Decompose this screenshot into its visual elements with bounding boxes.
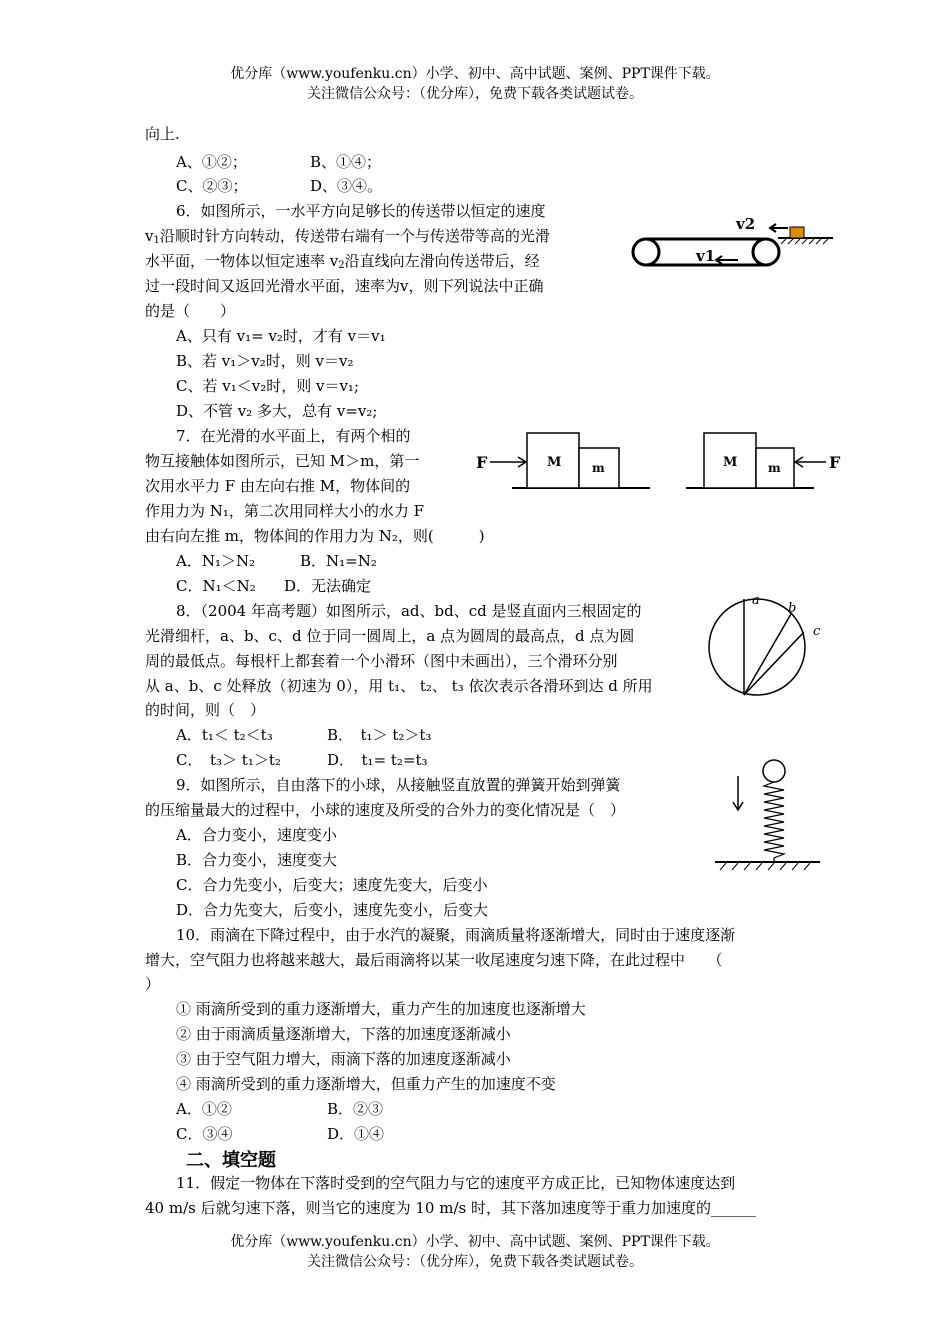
q9-line-1: 9．如图所示，自由落下的小球，从接触竖直放置的弹簧开始到弹簧 [176, 776, 621, 794]
q8-option-a: A．t₁＜ t₂＜t₃ [176, 726, 273, 744]
q7-line-2: 物互接触体如图所示，已知 M＞m，第一 [145, 452, 420, 470]
q5-tail: 向上. [145, 125, 180, 143]
q6-line-5: 的是（ ） [145, 302, 236, 320]
q6-option-a: A、只有 v₁= v₂时，才有 v＝v₁ [176, 327, 386, 345]
q8-line-3: 周的最低点。每根杆上都套着一个小滑环（图中未画出），三个滑环分别 [145, 652, 618, 670]
q8-option-d: D． t₁= t₂=t₃ [327, 751, 428, 769]
q6-line-3: 水平面，一物体以恒定速率 $v_2$沿直线向左滑向传送带后，经 [145, 252, 540, 271]
q5-option-b: B、①④； [310, 153, 382, 171]
q9-option-c: C．合力先变小，后变大；速度先变大，后变小 [176, 876, 488, 894]
block-m-label: m [592, 461, 605, 475]
q7-option-c: C．N₁＜N₂ [176, 577, 256, 595]
footer-line-2: 关注微信公众号：（优分库），免费下载各类试题试卷。 [307, 1254, 643, 1270]
q10-statement-3: ③ 由于空气阻力增大，雨滴下落的加速度逐渐减小 [176, 1050, 511, 1068]
q7-line-1: 7．在光滑的水平面上，有两个相的 [176, 427, 411, 445]
blocks-push-left-figure [472, 428, 652, 493]
point-b-label: b [788, 601, 797, 616]
sliding-block [790, 227, 804, 238]
force-F-label: F [829, 453, 841, 472]
q5-option-a: A、①②； [176, 153, 247, 171]
q10-statement-2: ② 由于雨滴质量逐渐增大，下落的加速度逐渐减小 [176, 1025, 511, 1043]
circle-rods-figure [700, 592, 830, 702]
spring [764, 782, 784, 862]
v2-arrow-icon [770, 224, 788, 232]
q10-option-b: B．②③ [327, 1100, 384, 1118]
q9-option-a: A．合力变小，速度变小 [176, 826, 337, 844]
conveyor-belt-figure [628, 208, 838, 278]
q8-line-2: 光滑细杆，a、b、c、d 位于同一圆周上，a 点为圆周的最高点，d 点为圆 [145, 627, 635, 645]
q6-option-c: C、若 v₁＜v₂时，则 v＝v₁; [176, 377, 360, 395]
footer-line-1: 优分库（www.youfenku.cn）小学、初中、高中试题、案例、PPT课件下载。 [230, 1234, 720, 1250]
q8-line-4: 从 a、b、c 处释放（初速为 0），用 t₁、 t₂、 t₃ 依次表示各滑环到达 d 所用 [145, 677, 653, 695]
point-a-label: a [752, 593, 760, 608]
q7-option-d: D．无法确定 [284, 577, 372, 595]
q8-line-5: 的时间，则（ ） [145, 701, 266, 719]
force-F-label: F [476, 453, 488, 472]
q8-line-1: 8．（2004 年高考题）如图所示，ad、bd、cd 是竖直面内三根固定的 [176, 602, 642, 620]
q10-statement-1: ① 雨滴所受到的重力逐渐增大，重力产生的加速度也逐渐增大 [176, 1000, 586, 1018]
rod-bd [744, 614, 791, 695]
force-arrow-right-icon [490, 457, 526, 467]
q10-line-2: 增大，空气阻力也将越来越大，最后雨滴将以某一收尾速度匀速下降，在此过程中 （ [145, 951, 723, 969]
block-M-label: M [547, 455, 562, 470]
q9-line-2: 的压缩量最大的过程中，小球的速度及所受的合外力的变化情况是（ ） [145, 801, 626, 819]
q7-line-3: 次用水平力 F 由左向右推 M，物体间的 [145, 477, 411, 495]
ball [763, 760, 785, 782]
q9-option-b: B．合力变小，速度变大 [176, 851, 338, 869]
block-m-label: m [768, 461, 781, 475]
force-arrow-left-icon [795, 457, 826, 467]
point-c-label: c [813, 624, 821, 639]
q6-option-d: D、不管 v₂ 多大，总有 v=v₂; [176, 402, 378, 420]
v1-arrow-icon [716, 256, 738, 264]
q10-option-a: A．①② [176, 1100, 232, 1118]
q10-option-d: D．①④ [327, 1125, 385, 1143]
q6-line-2: $v_1$沿顺时针方向转动，传送带右端有一个与传送带等高的光滑 [145, 227, 550, 246]
down-arrow-icon [733, 776, 743, 810]
block-M-label: M [723, 455, 738, 470]
header-line-1: 优分库（www.youfenku.cn）小学、初中、高中试题、案例、PPT课件下载。 [230, 66, 720, 82]
ball-spring-figure [710, 758, 825, 873]
q7-line-5: 由右向左推 m，物体间的作用力为 N₂，则( ) [145, 527, 485, 545]
q7-line-4: 作用力为 N₁，第二次用同样大小的水力 F [145, 502, 425, 520]
q10-option-c: C．③④ [176, 1125, 233, 1143]
v2-label: v2 [736, 215, 756, 233]
q10-statement-4: ④ 雨滴所受到的重力逐渐增大，但重力产生的加速度不变 [176, 1075, 556, 1093]
q10-line-1: 10．雨滴在下降过程中，由于水汽的凝聚，雨滴质量将逐渐增大，同时由于速度逐渐 [176, 926, 736, 944]
q9-option-d: D．合力先变大，后变小，速度先变小，后变大 [176, 901, 489, 919]
q8-option-c: C． t₃＞ t₁＞t₂ [176, 751, 281, 769]
smooth-surface [778, 238, 833, 244]
q7-option-a: A．N₁＞N₂ [176, 552, 256, 570]
blocks-push-right-figure [684, 428, 854, 493]
q6-line-1: 6．如图所示，一水平方向足够长的传送带以恒定的速度 [176, 202, 546, 220]
v1-label: v1 [696, 247, 716, 265]
header-line-2: 关注微信公众号：（优分库），免费下载各类试题试卷。 [307, 86, 643, 102]
q6-option-b: B、若 v₁＞v₂时，则 v＝v₂ [176, 352, 354, 370]
q11-line-1: 11．假定一物体在下落时受到的空气阻力与它的速度平方成正比，已知物体速度达到 [176, 1174, 736, 1192]
q5-option-c: C、②③； [176, 177, 248, 195]
ground [715, 862, 820, 870]
q5-option-d: D、③④。 [310, 177, 383, 195]
q8-option-b: B． t₁＞ t₂＞t₃ [327, 726, 432, 744]
q7-option-b: B．N₁=N₂ [300, 552, 377, 570]
rod-cd [744, 632, 804, 695]
section-title: 二、填空题 [186, 1150, 276, 1171]
q6-line-4: 过一段时间又返回光滑水平面，速率为v，则下列说法中正确 [145, 277, 544, 295]
q10-line-3: ） [145, 975, 161, 993]
q11-line-2: 40 m/s 后就匀速下落，则当它的速度为 10 m/s 时，其下落加速度等于重力加速度的______ [145, 1199, 756, 1217]
